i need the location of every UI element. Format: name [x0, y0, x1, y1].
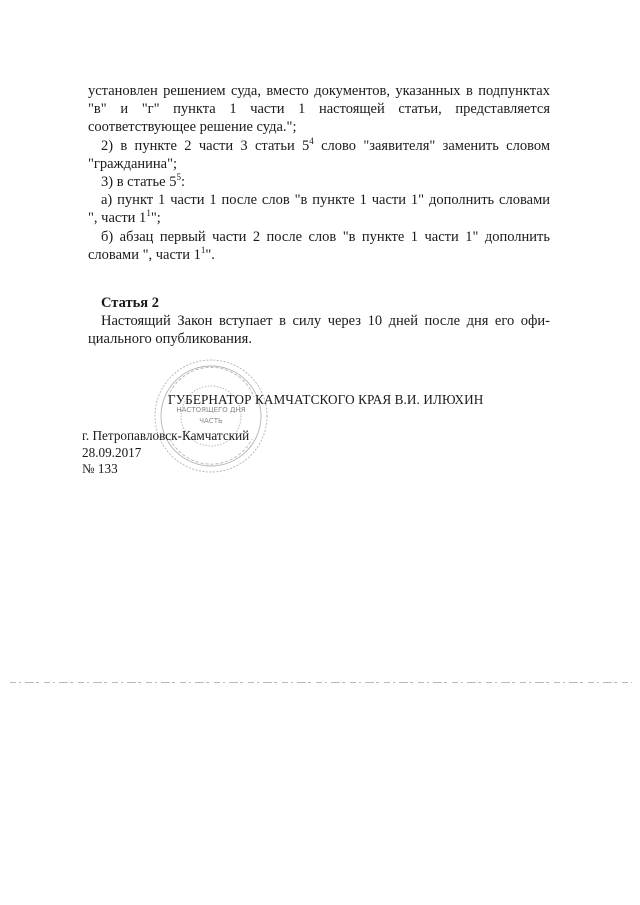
text-line: [88, 209, 550, 227]
paragraph-item-2: [88, 137, 550, 173]
text-line: циального опубликования.: [88, 331, 252, 348]
text-line: "в" и "г" пункта 1 части 1 настоящей статьи, представляется: [88, 101, 550, 118]
paragraph-court-decision: [88, 82, 550, 137]
superscript: 4: [309, 135, 314, 146]
stamp-text: ЧАСТЬ: [199, 417, 223, 425]
text-line: Настоящий Закон вступает в силу через 10 дней после дня его офи-: [101, 313, 550, 330]
text-line: а) пункт 1 части 1 после слов "в пункте 1 части 1" дополнить словами: [101, 192, 550, 209]
paragraph-item-3: [88, 173, 550, 191]
document-footer: [82, 428, 249, 478]
text-fragment: 3) в статье 5: [101, 174, 177, 191]
superscript: 1: [200, 244, 206, 255]
article-2-text: [88, 312, 550, 348]
document-number: № 133: [82, 461, 118, 476]
date: 28.09.2017: [82, 444, 142, 460]
text-fragment: словами ", части 1: [88, 246, 201, 263]
text-fragment: ";: [150, 210, 161, 227]
text-fragment: :: [180, 174, 185, 191]
scan-artifact-line: [0, 681, 640, 684]
text-fragment: слово "заявителя" заменить словом: [313, 137, 550, 154]
governor-signature: ГУБЕРНАТОР КАМЧАТСКОГО КРАЯ В.И. ИЛЮХИН: [168, 392, 484, 407]
stamp-text: НАСТОЯЩЕГО ДНЯ: [176, 406, 246, 414]
text-line: [88, 246, 550, 264]
paragraph-item-b: [88, 228, 550, 264]
text-fragment: 2) в пункте 2 части 3 статьи 5: [101, 137, 310, 154]
text-line: установлен решением суда, вместо документов, указанных в подпунктах: [88, 83, 550, 99]
text-line: [88, 137, 550, 155]
paragraph-item-a: [88, 191, 550, 227]
article-title: Статья 2: [101, 295, 159, 311]
superscript: 1: [146, 208, 151, 219]
superscript: 5: [176, 172, 181, 183]
text-fragment: ", части 1: [88, 210, 147, 227]
document-body: [88, 82, 550, 264]
text-fragment: ".: [205, 246, 215, 263]
text-line: соответствующее решение суда.";: [88, 119, 297, 136]
article-2: [88, 294, 550, 349]
text-line: "гражданина";: [88, 155, 178, 172]
text-line: б) абзац первый части 2 после слов "в пункте 1 части 1" дополнить: [101, 228, 550, 245]
city: г. Петропавловск-Камчатский: [82, 428, 250, 443]
